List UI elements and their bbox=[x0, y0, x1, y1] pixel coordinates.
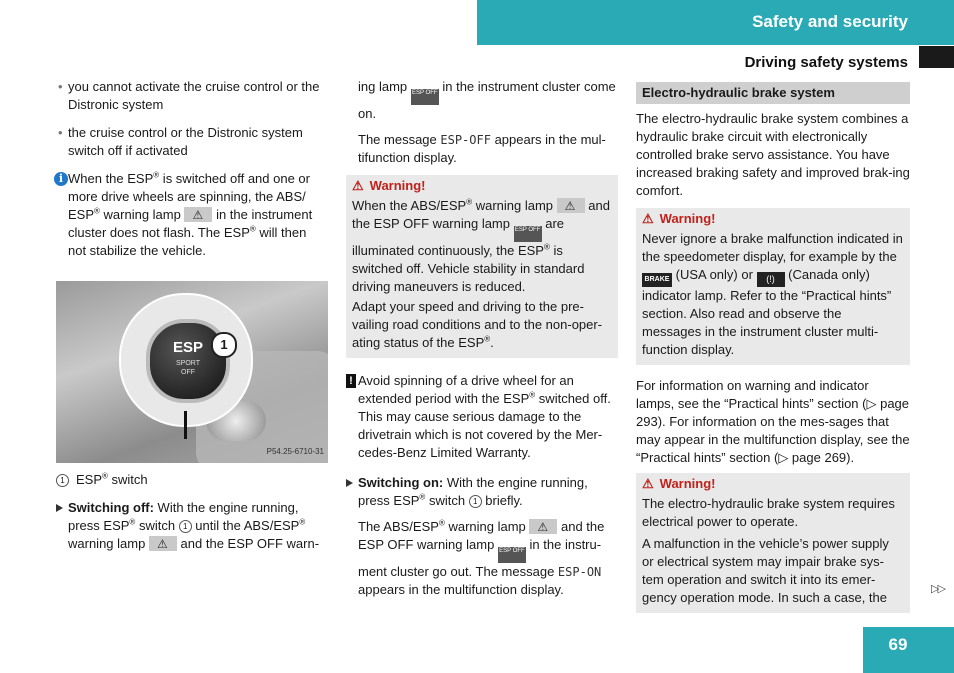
step-switching-off: Switching off: With the engine running, press ESP® switch 1 until the ABS/ESP® warning lamp ⚠ and the ESP OFF warn- bbox=[56, 499, 328, 553]
display-message: ESP-ON bbox=[557, 565, 602, 579]
list-item: • you cannot activate the cruise control or the Distronic system bbox=[58, 79, 320, 112]
section-heading: Electro-hydraulic brake system bbox=[636, 82, 910, 104]
esp-button-image: ESP SPORT OFF bbox=[146, 319, 230, 403]
page-number: 69 bbox=[888, 635, 908, 654]
warning-box: ⚠ Warning! When the ABS/ESP® warning lamp ⚠ and the ESP OFF warning lamp ESP OFF are illuminated continuously, the ESP® is switched off. Vehicle stability in standard driving maneuvers is reduced. Adapt your speed and driving to the pre-vailing road conditions and to the non-oper-ating status of the ESP®. bbox=[346, 175, 618, 358]
warning-icon: ⚠ bbox=[642, 476, 654, 491]
chapter-title: Safety and security bbox=[752, 12, 908, 31]
esp-switch-photo bbox=[56, 281, 328, 463]
caution-note: ! Avoid spinning of a drive wheel for an extended period with the ESP® switched off. This may cause serious damage to the drivetrain which is not covered by the Mer-cedes-Benz Limited Warranty. bbox=[346, 372, 618, 462]
warning-box: ⚠ Warning! The electro-hydraulic brake system requires electrical power to operate. A malfunction in the vehicle’s power supply or electrical system may impair brake sys-tem operation and switch it into its emer-gency operation mode. In such a case, the bbox=[636, 473, 910, 613]
esp-off-lamp-icon: ESP OFF bbox=[514, 226, 542, 242]
column-3 bbox=[636, 82, 910, 613]
brake-warning-lamp-icon: (!) bbox=[757, 272, 785, 287]
exclamation-icon: ! bbox=[346, 374, 356, 388]
image-code: P54.25-6710-31 bbox=[266, 447, 324, 456]
esp-off-lamp-icon: ESP OFF bbox=[411, 89, 439, 105]
callout-number: 1 bbox=[211, 332, 237, 358]
list-item: • the cruise control or the Distronic system switch off if activated bbox=[58, 125, 303, 158]
info-paragraph: For information on warning and indicator lamps, see the “Practical hints” section (▷ page 293). For information on the mes-sages that may appear in the multifunction display, see the “Practical hints” section (▷ page 269). bbox=[636, 378, 910, 465]
page-number-box bbox=[863, 627, 954, 673]
info-icon: i bbox=[54, 172, 68, 186]
warning-lamp-icon bbox=[557, 198, 585, 213]
step-switching-on: Switching on: With the engine running, press ESP® switch 1 briefly. bbox=[346, 474, 618, 510]
warning-icon: ⚠ bbox=[642, 211, 654, 226]
intro-paragraph: The electro-hydraulic brake system combines a hydraulic brake circuit with electronically controlled brake servo assistance. You have increased braking safety and improved brak-ing comfort. bbox=[636, 111, 910, 198]
bullet-icon: • bbox=[58, 125, 63, 140]
info-note: i When the ESP® is switched off and one or more drive wheels are spinning, the ABS/ ESP® warning lamp ⚠ in the instrument cluster does not flash. The ESP® will then not stabilize the vehicle. bbox=[56, 170, 328, 260]
section-subtitle: Driving safety systems bbox=[744, 54, 908, 71]
warning-lamp-icon bbox=[149, 536, 177, 551]
warning-box: ⚠ Warning! Never ignore a brake malfunction indicated in the speedometer display, for example by the BRAKE (USA only) or (!) (Canada only) indicator lamp. Refer to the “Practical hints” section. Also read and observe the messages in the instrument cluster multi-function display. bbox=[636, 208, 910, 365]
esp-off-lamp-icon: ESP OFF bbox=[498, 547, 526, 563]
thumb-tab bbox=[919, 46, 954, 68]
step-arrow-icon bbox=[346, 479, 353, 487]
bullet-icon: • bbox=[58, 79, 63, 94]
photo-caption: 1 ESP® switch bbox=[56, 471, 328, 489]
brake-lamp-icon: BRAKE bbox=[642, 273, 672, 287]
warning-icon: ⚠ bbox=[352, 178, 364, 193]
esp-on-paragraph: The ABS/ESP® warning lamp ⚠ and the ESP OFF warning lamp ESP OFF in the instru-ment cluster go out. The message ESP-ON appears in the multifunction display. bbox=[346, 518, 618, 599]
column-1 bbox=[56, 78, 328, 553]
column-2: ing lamp ESP OFF in the instrument cluster come on. The message ESP-OFF appears in the mul-tifunction display. ⚠ Warning! When the ABS/ESP® warning lamp ⚠ and the ESP OFF warning lamp ESP OFF are illuminated continuously, the ESP® is switched off. Vehicle stability in standard driving maneuvers is reduced. Adapt your speed and driving to the pre-vailing road conditions and to the non-oper-ating status of the ESP®. ! Avoid spinning of a drive wheel for an extended period with the ESP® switched off. This may cause serious damage to the drivetrain which is not covered by the Mer-cedes-Benz Limited Warranty. Switching on: With the engine running, press ESP® switch 1 briefly. The ABS/ESP® warning lamp ⚠ and the ESP OFF warning lamp ESP OFF in the instru-ment cluster go out. The message ESP-ON appears in the multifunction display. bbox=[346, 78, 618, 599]
step-arrow-icon bbox=[56, 504, 63, 512]
warning-lamp-icon bbox=[529, 519, 557, 534]
continue-arrow-icon: ▷▷ bbox=[931, 583, 944, 595]
warning-lamp-icon bbox=[184, 207, 212, 222]
display-message: ESP-OFF bbox=[440, 133, 491, 147]
item-number: 1 bbox=[56, 474, 69, 487]
